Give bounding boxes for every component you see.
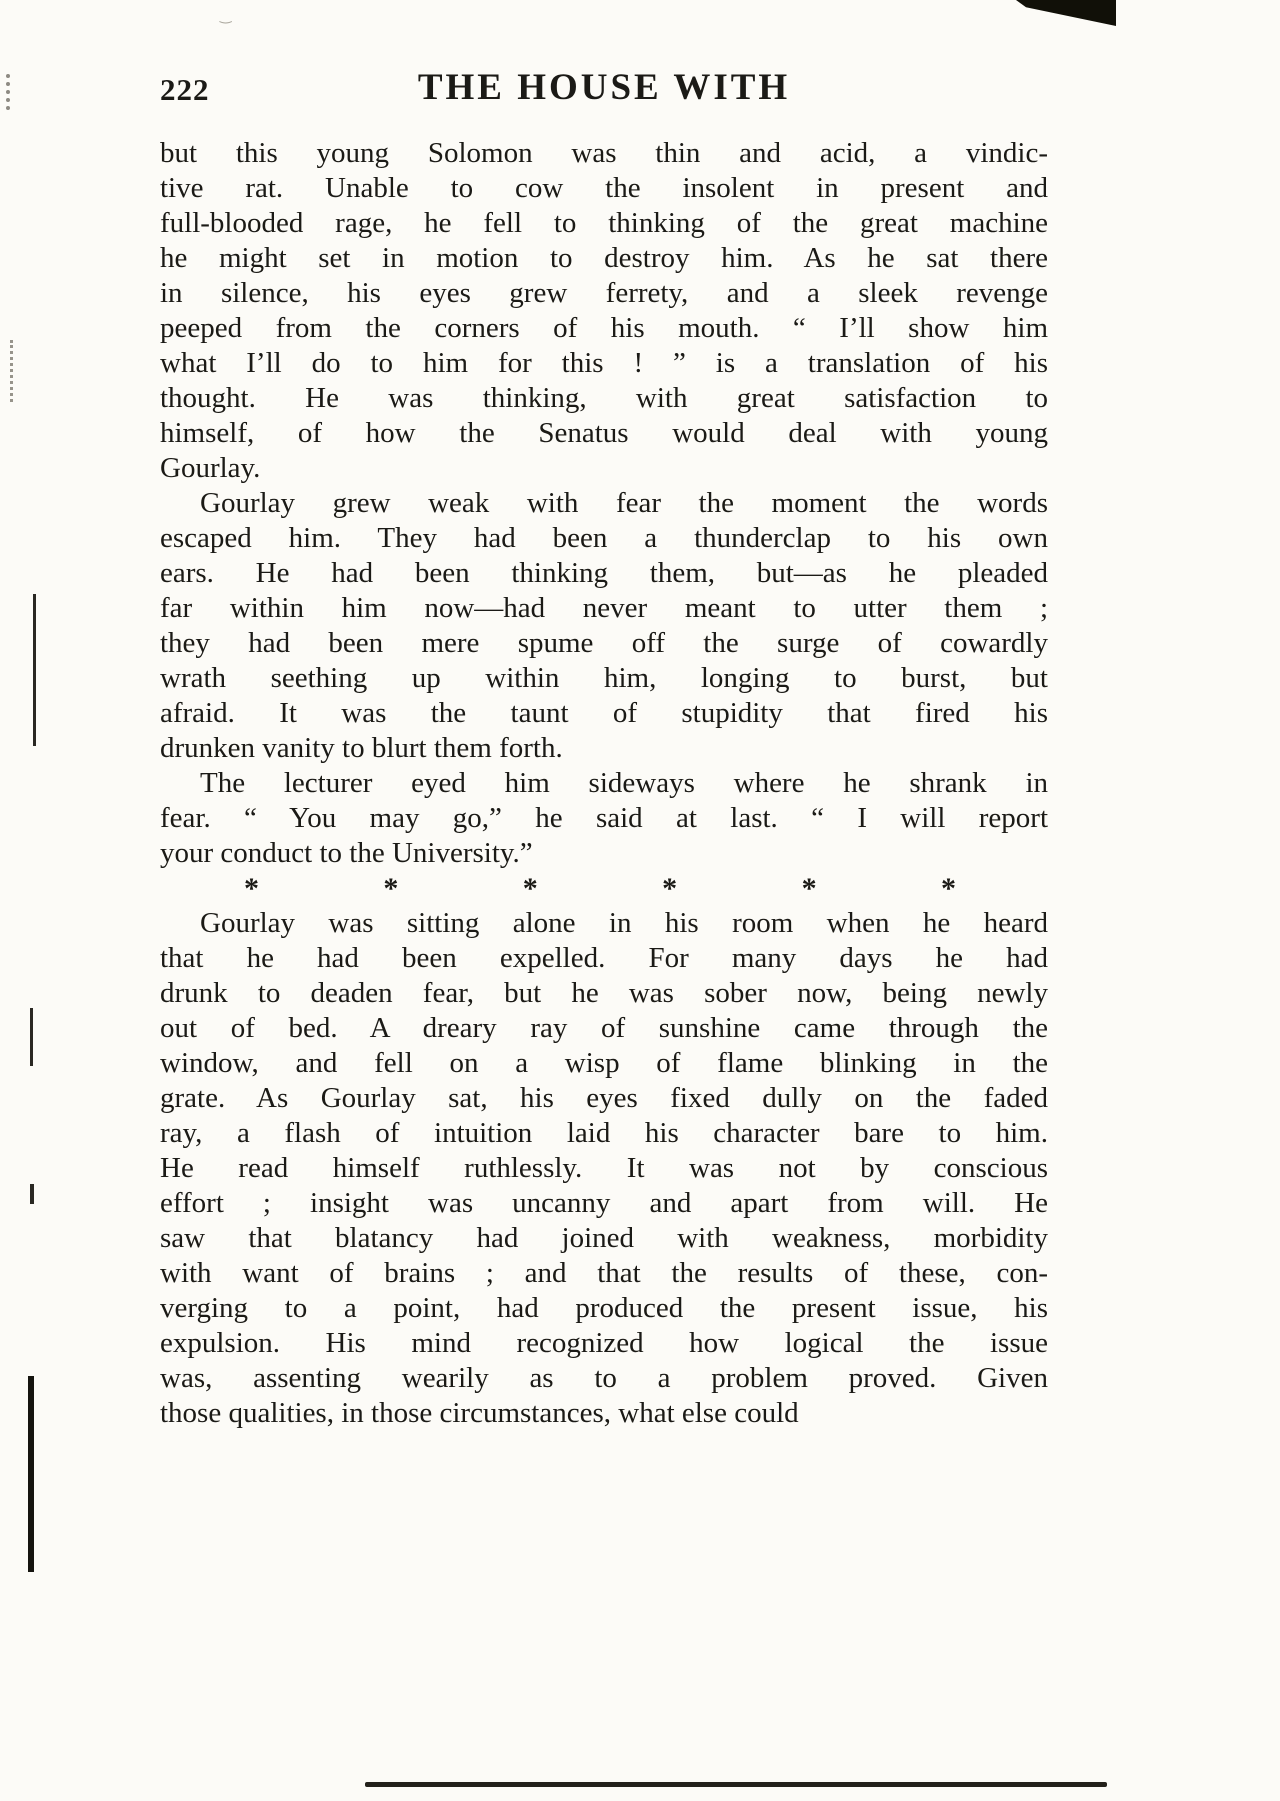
text-line: escaped him. They had been a thunderclap to his own bbox=[160, 522, 1048, 554]
text-line: The lecturer eyed him sideways where he shrank in bbox=[200, 767, 1048, 799]
text-line: Gourlay grew weak with fear the moment the words bbox=[200, 487, 1048, 519]
scan-artifact-left-line-1 bbox=[33, 594, 36, 746]
text-line: in silence, his eyes grew ferrety, and a sleek revenge bbox=[160, 277, 1048, 309]
text-line: wrath seething up within him, longing to burst, but bbox=[160, 662, 1048, 694]
scan-artifact-left-line-3 bbox=[30, 1184, 34, 1204]
text-line: those qualities, in those circumstances, what else could bbox=[160, 1397, 799, 1429]
page-number: 222 bbox=[160, 72, 210, 107]
text-line: saw that blatancy had joined with weakness, morbidity bbox=[160, 1222, 1048, 1254]
text-line: full-blooded rage, he fell to thinking of the great machine bbox=[160, 207, 1048, 239]
asterisk: * bbox=[801, 872, 817, 905]
text-line: ray, a flash of intuition laid his character bare to him. bbox=[160, 1117, 1048, 1149]
text-line: they had been mere spume off the surge of cowardly bbox=[160, 627, 1048, 659]
paragraph bbox=[160, 136, 1048, 486]
text-line: thought. He was thinking, with great satisfaction to bbox=[160, 382, 1048, 414]
scan-artifact-top-smudge: ‿ bbox=[220, 9, 232, 24]
scan-artifact-bottom-rule bbox=[365, 1782, 1107, 1787]
text-line: peeped from the corners of his mouth. “ I’ll show him bbox=[160, 312, 1048, 344]
text-line: out of bed. A dreary ray of sunshine came through the bbox=[160, 1012, 1048, 1044]
asterisk: * bbox=[662, 872, 678, 905]
scan-artifact-top-right-wedge bbox=[1016, 0, 1116, 26]
asterisk-separator bbox=[244, 871, 956, 906]
scan-artifact-left-dots bbox=[10, 340, 14, 402]
text-line: verging to a point, had produced the present issue, his bbox=[160, 1292, 1048, 1324]
running-header: THE HOUSE WITH bbox=[417, 67, 791, 108]
text-line: expulsion. His mind recognized how logical the issue bbox=[160, 1327, 1048, 1359]
text-line: your conduct to the University.” bbox=[160, 837, 533, 869]
text-line: Gourlay was sitting alone in his room when he heard bbox=[200, 907, 1048, 939]
text-line: window, and fell on a wisp of flame blinking in the bbox=[160, 1047, 1048, 1079]
scan-artifact-left-dots-top bbox=[6, 74, 11, 110]
text-line: ears. He had been thinking them, but—as he pleaded bbox=[160, 557, 1048, 589]
scan-artifact-left-line-2 bbox=[30, 1008, 33, 1066]
asterisk: * bbox=[940, 872, 956, 905]
text-line: grate. As Gourlay sat, his eyes fixed dully on the faded bbox=[160, 1082, 1048, 1114]
text-line: afraid. It was the taunt of stupidity that fired his bbox=[160, 697, 1048, 729]
text-block bbox=[160, 136, 1048, 1431]
text-line: was, assenting wearily as to a problem proved. Given bbox=[160, 1362, 1048, 1394]
text-line: but this young Solomon was thin and acid, a vindic- bbox=[160, 137, 1048, 169]
text-line: He read himself ruthlessly. It was not by conscious bbox=[160, 1152, 1048, 1184]
text-line: that he had been expelled. For many days he had bbox=[160, 942, 1048, 974]
text-line: drunk to deaden fear, but he was sober now, being newly bbox=[160, 977, 1048, 1009]
paragraph bbox=[160, 766, 1048, 871]
asterisk: * bbox=[522, 872, 538, 905]
asterisk: * bbox=[383, 872, 399, 905]
text-line: far within him now—had never meant to utter them ; bbox=[160, 592, 1048, 624]
text-line: what I’ll do to him for this ! ” is a translation of his bbox=[160, 347, 1048, 379]
text-line: fear. “ You may go,” he said at last. “ I will report bbox=[160, 802, 1048, 834]
text-line: effort ; insight was uncanny and apart from will. He bbox=[160, 1187, 1048, 1219]
text-line: drunken vanity to blurt them forth. bbox=[160, 732, 563, 764]
text-line: tive rat. Unable to cow the insolent in present and bbox=[160, 172, 1048, 204]
page-header bbox=[160, 66, 1048, 110]
scan-artifact-left-line-4 bbox=[28, 1376, 34, 1572]
paragraph bbox=[160, 906, 1048, 1431]
paragraph bbox=[160, 486, 1048, 766]
text-line: he might set in motion to destroy him. As he sat there bbox=[160, 242, 1048, 274]
text-line: himself, of how the Senatus would deal with young bbox=[160, 417, 1048, 449]
asterisk: * bbox=[244, 872, 259, 905]
text-line: Gourlay. bbox=[160, 452, 261, 484]
text-line: with want of brains ; and that the results of these, con- bbox=[160, 1257, 1048, 1289]
